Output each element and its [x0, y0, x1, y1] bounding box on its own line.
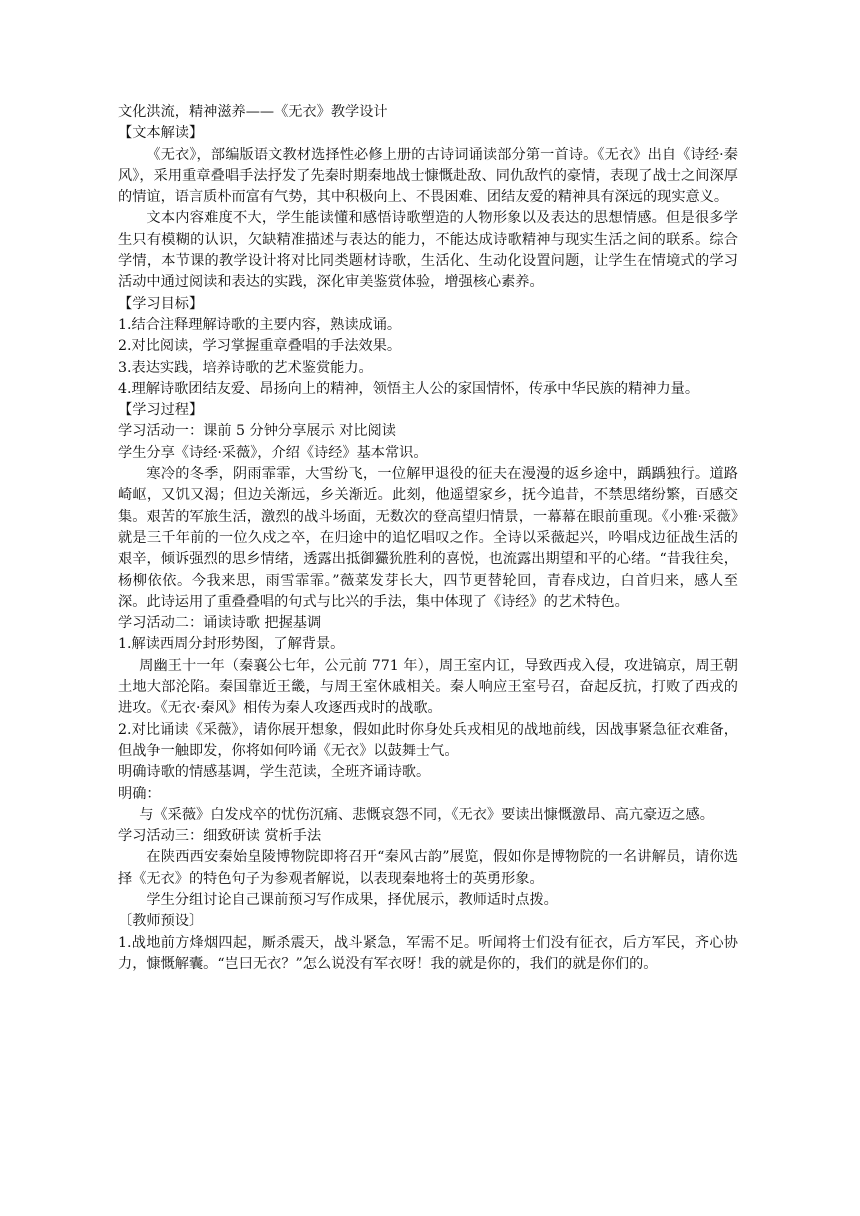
goal-item: 3.表达实践，培养诗歌的艺术鉴赏能力。	[118, 359, 373, 376]
activity-2-history: 周幽王十一年（秦襄公七年，公元前 771 年），周王室内讧，导致西戎入侵，攻进镐京，周王朝土地大部沦陷。秦国靠近王畿，与周王室休戚相关。秦人响应王室号召，奋起反抗，打败了西戎的进攻。《无衣·秦风》相传为秦人攻逐西戎时的战歌。	[118, 657, 738, 717]
goal-item: 4.理解诗歌团结友爱、昂扬向上的精神，领悟主人公的家国情怀，传承中华民族的精神力量。	[118, 380, 700, 397]
goal-item: 1.结合注释理解诗歌的主要内容，熟读成诵。	[118, 316, 402, 333]
activity-3-paragraph-1: 在陕西西安秦始皇陵博物院即将召开“秦风古韵”展览，假如你是博物院的一名讲解员，请你选择《无衣》的特色句子为参观者解说，以表现秦地将士的英勇形象。	[118, 849, 738, 887]
paragraph-intro: 《无衣》，部编版语文教材选择性必修上册的古诗词诵读部分第一首诗。《无衣》出自《诗经·秦风》，采用重章叠唱手法抒发了先秦时期秦地战士慷慨赴敌、同仇敌忾的豪情，表现了战士之间深厚的情谊，语言质朴而富有气势，其中积极向上、不畏困难、团结友爱的精神具有深远的现实意义。	[118, 146, 738, 206]
section-heading-goals: 【学习目标】	[118, 295, 204, 312]
section-heading-process: 【学习过程】	[118, 402, 204, 419]
activity-2-mingque: 明确：	[118, 785, 161, 802]
section-heading-text-reading: 【文本解读】	[118, 125, 204, 142]
goal-item: 2.对比阅读，学习掌握重章叠唱的手法效果。	[118, 338, 402, 355]
preset-item-1: 1.战地前方烽烟四起，厮杀震天，战斗紧急，军需不足。听闻将士们没有征衣，后方军民，齐心协力，慷慨解囊。“岂曰无衣？”怎么说没有军衣呀！我的就是你的，我们的就是你们的。	[118, 934, 738, 972]
activity-3-title: 学习活动三：细致研读 赏析手法	[118, 828, 322, 845]
activity-2-title: 学习活动二：诵读诗歌 把握基调	[118, 615, 322, 632]
paragraph-analysis: 文本内容难度不大，学生能读懂和感悟诗歌塑造的人物形象以及表达的思想情感。但是很多学生只有模糊的认识，欠缺精准描述与表达的能力，不能达成诗歌精神与现实生活之间的联系。综合学情，本节课的教学设计将对比同类题材诗歌，生活化、生动化设置问题，让学生在情境式的学习活动中通过阅读和表达的实践，深化审美鉴赏体验，增强核心素养。	[118, 210, 738, 291]
document-title: 文化洪流，精神滋养——《无衣》教学设计	[118, 104, 388, 120]
activity-2-answer: 与《采薇》白发戍卒的忧伤沉痛、悲慨哀怨不同，《无衣》要读出慷慨激昂、高亢豪迈之感。	[139, 806, 714, 823]
activity-3-paragraph-2: 学生分组讨论自己课前预习写作成果，择优展示，教师适时点拨。	[146, 891, 558, 908]
document-body	[118, 102, 738, 975]
activity-2-item-2: 2.对比诵读《采薇》，请你展开想象，假如此时你身处兵戎相见的战地前线，因战事紧急征衣难备，但战争一触即发，你将如何吟诵《无衣》以鼓舞士气。	[118, 721, 738, 759]
activity-1-title: 学习活动一：课前 5 分钟分享展示 对比阅读	[118, 423, 396, 440]
activity-2-item-1: 1.解读西周分封形势图，了解背景。	[118, 636, 345, 653]
activity-1-paragraph: 寒冷的冬季，阴雨霏霏，大雪纷飞，一位解甲退役的征夫在漫漫的返乡途中，踽踽独行。道路崎岖，又饥又渴；但边关渐远，乡关渐近。此刻，他遥望家乡，抚今追昔，不禁思绪纷繁，百感交集。艰苦的军旅生活，激烈的战斗场面，无数次的登高望归情景，一幕幕在眼前重现。《小雅·采薇》就是三千年前的一位久戍之卒，在归途中的追忆唱叹之作。全诗以采薇起兴，吟唱戍边征战生活的艰辛，倾诉强烈的思乡情绪，透露出抵御玁狁胜利的喜悦，也流露出期望和平的心绪。“昔我往矣，杨柳依依。今我来思，雨雪霏霏。”薇菜发芽长大，四节更替轮回，青春戍边，白首归来，感人至深。此诗运用了重叠叠唱的句式与比兴的手法，集中体现了《诗经》的艺术特色。	[118, 466, 738, 610]
activity-1-intro: 学生分享《诗经·采薇》，介绍《诗经》基本常识。	[118, 444, 428, 461]
activity-2-clarify: 明确诗歌的情感基调，学生范读，全班齐诵诗歌。	[118, 764, 431, 781]
teacher-preset-label: 〔教师预设〕	[118, 913, 204, 930]
